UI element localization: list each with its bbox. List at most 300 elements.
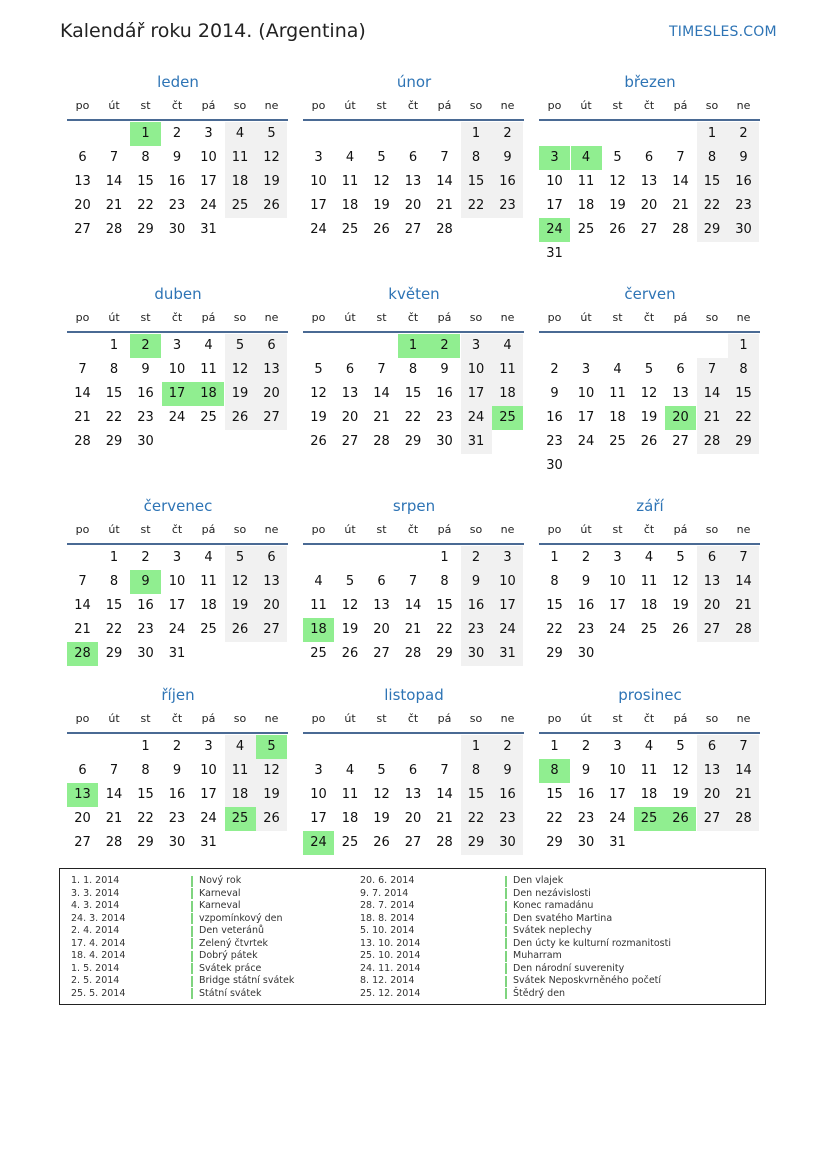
day-cell: 23 bbox=[461, 618, 492, 642]
day-cell: 10 bbox=[577, 386, 595, 401]
holiday-day-cell: 25 bbox=[634, 807, 665, 831]
day-cell: 19 bbox=[609, 198, 626, 213]
day-cell: 23 bbox=[137, 622, 154, 637]
day-cell: 15 bbox=[404, 386, 422, 401]
day-cell: 14 bbox=[728, 570, 759, 594]
legend-holiday-name: Den svatého Martina bbox=[513, 912, 613, 924]
day-cell: 9 bbox=[172, 763, 182, 778]
day-cell: 7 bbox=[109, 763, 119, 778]
day-cell: 26 bbox=[640, 434, 658, 449]
weekday-label: pá bbox=[201, 523, 216, 536]
weekday-label: čt bbox=[407, 311, 419, 324]
weekday-label: pá bbox=[201, 311, 216, 324]
weekday-label: so bbox=[233, 311, 247, 324]
day-cell: 4 bbox=[492, 334, 523, 358]
weekday-label: st bbox=[140, 712, 151, 725]
day-cell: 25 bbox=[310, 646, 327, 661]
month-name: červenec bbox=[143, 497, 213, 515]
day-cell: 23 bbox=[492, 194, 523, 218]
weekday-label: so bbox=[469, 523, 483, 536]
day-cell: 4 bbox=[204, 550, 213, 565]
day-cell: 23 bbox=[168, 811, 186, 826]
day-cell: 17 bbox=[200, 174, 217, 189]
day-cell: 14 bbox=[697, 382, 728, 406]
month-name: září bbox=[636, 497, 664, 515]
day-cell: 15 bbox=[461, 783, 492, 807]
day-cell: 12 bbox=[310, 386, 327, 401]
day-cell: 7 bbox=[676, 150, 685, 165]
day-cell: 11 bbox=[341, 787, 359, 802]
day-cell: 2 bbox=[141, 550, 150, 565]
day-cell: 25 bbox=[341, 835, 359, 850]
weekday-label: pá bbox=[673, 523, 688, 536]
day-cell: 26 bbox=[310, 434, 327, 449]
day-cell: 7 bbox=[728, 546, 759, 570]
day-cell: 27 bbox=[74, 222, 91, 237]
day-cell: 13 bbox=[697, 570, 728, 594]
weekday-label: út bbox=[108, 523, 120, 536]
day-cell: 5 bbox=[676, 550, 685, 565]
day-cell: 9 bbox=[141, 362, 150, 377]
day-cell: 15 bbox=[461, 170, 492, 194]
day-cell: 17 bbox=[310, 198, 327, 213]
weekday-label: čt bbox=[407, 523, 419, 536]
day-cell: 18 bbox=[577, 198, 595, 213]
weekday-label: st bbox=[612, 311, 623, 324]
month-name: březen bbox=[624, 73, 676, 91]
day-cell: 31 bbox=[461, 430, 492, 454]
day-cell: 13 bbox=[404, 787, 422, 802]
weekday-label: po bbox=[311, 311, 326, 324]
holiday-day-cell: 28 bbox=[67, 642, 98, 666]
day-cell: 9 bbox=[461, 570, 492, 594]
day-cell: 17 bbox=[577, 410, 595, 425]
day-cell: 22 bbox=[461, 194, 492, 218]
legend-date: 5. 10. 2014 bbox=[360, 925, 415, 936]
weekday-label: út bbox=[580, 99, 592, 112]
weekday-label: pá bbox=[437, 311, 452, 324]
day-cell: 1 bbox=[550, 739, 559, 754]
day-cell: 16 bbox=[546, 410, 563, 425]
weekday-label: ne bbox=[736, 99, 751, 112]
day-cell: 14 bbox=[436, 787, 453, 802]
day-cell: 13 bbox=[672, 386, 689, 401]
day-cell: 23 bbox=[436, 410, 453, 425]
legend-marker bbox=[191, 913, 193, 924]
day-cell: 21 bbox=[404, 622, 422, 637]
weekday-label: ne bbox=[500, 99, 515, 112]
day-cell: 9 bbox=[172, 150, 182, 165]
day-cell: 10 bbox=[461, 358, 492, 382]
legend-date: 8. 12. 2014 bbox=[360, 975, 415, 986]
day-cell: 1 bbox=[109, 550, 119, 565]
legend-holiday-name: Karneval bbox=[199, 887, 241, 899]
day-cell: 19 bbox=[225, 382, 256, 406]
day-cell: 23 bbox=[577, 811, 595, 826]
weekday-label: út bbox=[108, 311, 120, 324]
day-cell: 24 bbox=[577, 434, 595, 449]
weekday-label: po bbox=[547, 712, 562, 725]
day-cell: 15 bbox=[105, 598, 123, 613]
day-cell: 3 bbox=[314, 150, 323, 165]
legend-marker bbox=[191, 926, 193, 937]
day-cell: 26 bbox=[256, 807, 287, 831]
legend-marker bbox=[505, 976, 507, 987]
holiday-day-cell: 13 bbox=[67, 783, 98, 807]
day-cell: 18 bbox=[200, 598, 217, 613]
legend-marker bbox=[191, 938, 193, 949]
day-cell: 24 bbox=[609, 811, 626, 826]
day-cell: 12 bbox=[225, 358, 256, 382]
legend-date: 25. 5. 2014 bbox=[71, 987, 126, 999]
day-cell: 31 bbox=[200, 835, 217, 850]
weekday-label: ne bbox=[264, 523, 279, 536]
weekday-label: st bbox=[612, 99, 623, 112]
weekday-label: po bbox=[75, 712, 90, 725]
legend-date: 20. 6. 2014 bbox=[360, 875, 415, 886]
day-cell: 23 bbox=[546, 434, 563, 449]
day-cell: 3 bbox=[204, 739, 213, 754]
weekday-label: ne bbox=[500, 712, 515, 725]
legend-marker bbox=[505, 963, 507, 974]
day-cell: 22 bbox=[436, 622, 453, 637]
day-cell: 2 bbox=[172, 739, 182, 754]
day-cell: 14 bbox=[105, 787, 123, 802]
day-cell: 10 bbox=[310, 174, 327, 189]
weekday-label: út bbox=[580, 712, 592, 725]
day-cell: 1 bbox=[697, 122, 728, 146]
day-cell: 30 bbox=[168, 222, 186, 237]
day-cell: 1 bbox=[141, 739, 150, 754]
holiday-day-cell: 8 bbox=[539, 759, 570, 783]
day-cell: 6 bbox=[256, 334, 287, 358]
day-cell: 10 bbox=[200, 763, 217, 778]
day-cell: 23 bbox=[168, 198, 186, 213]
day-cell: 2 bbox=[581, 550, 591, 565]
holiday-day-cell: 1 bbox=[130, 122, 161, 146]
day-cell: 16 bbox=[436, 386, 453, 401]
legend-date: 24. 3. 2014 bbox=[71, 912, 126, 924]
day-cell: 9 bbox=[492, 146, 523, 170]
day-cell: 27 bbox=[697, 618, 728, 642]
day-cell: 12 bbox=[341, 598, 359, 613]
header-rule bbox=[539, 732, 760, 734]
day-cell: 27 bbox=[697, 807, 728, 831]
day-cell: 6 bbox=[345, 362, 355, 377]
day-cell: 11 bbox=[310, 598, 327, 613]
legend-marker bbox=[191, 888, 193, 899]
weekday-label: so bbox=[705, 523, 719, 536]
day-cell: 16 bbox=[168, 787, 186, 802]
weekday-label: so bbox=[469, 311, 483, 324]
day-cell: 12 bbox=[609, 174, 626, 189]
day-cell: 9 bbox=[550, 386, 559, 401]
day-cell: 13 bbox=[341, 386, 359, 401]
day-cell: 8 bbox=[461, 759, 492, 783]
weekday-label: st bbox=[376, 523, 387, 536]
weekday-label: po bbox=[547, 311, 562, 324]
day-cell: 4 bbox=[225, 735, 256, 759]
weekday-label: út bbox=[580, 523, 592, 536]
day-cell: 15 bbox=[728, 382, 759, 406]
day-cell: 28 bbox=[728, 807, 759, 831]
holiday-day-cell: 20 bbox=[665, 406, 696, 430]
holiday-day-cell: 26 bbox=[665, 807, 696, 831]
day-cell: 22 bbox=[137, 198, 154, 213]
day-cell: 29 bbox=[546, 835, 563, 850]
weekday-label: so bbox=[233, 99, 247, 112]
day-cell: 19 bbox=[373, 811, 390, 826]
brand-link[interactable]: TIMESLES.COM bbox=[669, 24, 777, 40]
day-cell: 8 bbox=[728, 358, 759, 382]
holiday-day-cell: 3 bbox=[539, 146, 570, 170]
month-name: prosinec bbox=[618, 686, 682, 704]
day-cell: 9 bbox=[492, 759, 523, 783]
day-cell: 20 bbox=[373, 622, 390, 637]
day-cell: 18 bbox=[225, 783, 256, 807]
weekday-label: st bbox=[612, 712, 623, 725]
day-cell: 7 bbox=[109, 150, 119, 165]
day-cell: 1 bbox=[461, 122, 492, 146]
weekday-label: čt bbox=[643, 712, 655, 725]
holiday-day-cell: 9 bbox=[130, 570, 161, 594]
day-cell: 22 bbox=[461, 807, 492, 831]
day-cell: 25 bbox=[200, 622, 217, 637]
day-cell: 11 bbox=[200, 574, 217, 589]
day-cell: 13 bbox=[256, 358, 287, 382]
day-cell: 27 bbox=[74, 835, 91, 850]
day-cell: 21 bbox=[74, 622, 91, 637]
day-cell: 7 bbox=[408, 574, 418, 589]
legend-marker bbox=[505, 988, 507, 999]
legend-date: 4. 3. 2014 bbox=[71, 900, 120, 911]
day-cell: 13 bbox=[373, 598, 390, 613]
weekday-label: pá bbox=[673, 99, 688, 112]
day-cell: 29 bbox=[546, 646, 563, 661]
day-cell: 24 bbox=[492, 618, 523, 642]
holiday-legend bbox=[59, 868, 766, 1005]
day-cell: 8 bbox=[141, 763, 150, 778]
day-cell: 30 bbox=[728, 218, 759, 242]
day-cell: 12 bbox=[373, 174, 390, 189]
legend-holiday-name: Nový rok bbox=[199, 875, 242, 886]
day-cell: 14 bbox=[404, 598, 422, 613]
legend-marker bbox=[505, 926, 507, 937]
legend-holiday-name: Muharram bbox=[513, 950, 562, 961]
weekday-label: út bbox=[344, 311, 356, 324]
legend-date: 13. 10. 2014 bbox=[360, 937, 421, 949]
day-cell: 3 bbox=[172, 550, 182, 565]
day-cell: 1 bbox=[550, 550, 559, 565]
day-cell: 27 bbox=[373, 646, 390, 661]
weekday-label: čt bbox=[643, 99, 655, 112]
day-cell: 29 bbox=[404, 434, 422, 449]
day-cell: 21 bbox=[436, 198, 453, 213]
day-cell: 2 bbox=[461, 546, 492, 570]
day-cell: 30 bbox=[137, 646, 154, 661]
day-cell: 20 bbox=[74, 811, 91, 826]
day-cell: 27 bbox=[672, 434, 689, 449]
holiday-day-cell: 4 bbox=[571, 146, 602, 170]
day-cell: 16 bbox=[137, 598, 154, 613]
legend-date: 28. 7. 2014 bbox=[360, 900, 415, 911]
day-cell: 27 bbox=[404, 222, 422, 237]
day-cell: 18 bbox=[341, 198, 359, 213]
day-cell: 29 bbox=[105, 646, 123, 661]
legend-holiday-name: Den vlajek bbox=[513, 875, 564, 886]
day-cell: 2 bbox=[581, 739, 591, 754]
header-rule bbox=[539, 119, 760, 121]
day-cell: 27 bbox=[404, 835, 422, 850]
day-cell: 30 bbox=[461, 642, 492, 666]
header-rule bbox=[539, 543, 760, 545]
legend-holiday-name: Štědrý den bbox=[513, 987, 566, 999]
legend-holiday-name: Bridge státní svátek bbox=[199, 975, 295, 986]
day-cell: 20 bbox=[404, 811, 422, 826]
day-cell: 5 bbox=[613, 150, 622, 165]
legend-marker bbox=[505, 876, 507, 887]
weekday-label: po bbox=[75, 523, 90, 536]
day-cell: 21 bbox=[697, 406, 728, 430]
day-cell: 12 bbox=[640, 386, 658, 401]
day-cell: 28 bbox=[728, 618, 759, 642]
day-cell: 22 bbox=[105, 410, 123, 425]
header-rule bbox=[67, 331, 288, 333]
day-cell: 19 bbox=[672, 598, 689, 613]
legend-date: 25. 10. 2014 bbox=[360, 950, 421, 961]
day-cell: 19 bbox=[256, 783, 287, 807]
weekday-label: čt bbox=[171, 99, 183, 112]
legend-holiday-name: Dobrý pátek bbox=[199, 950, 258, 961]
legend-date: 18. 4. 2014 bbox=[71, 950, 126, 961]
day-cell: 6 bbox=[408, 763, 418, 778]
day-cell: 8 bbox=[440, 574, 449, 589]
legend-holiday-name: Den národní suverenity bbox=[513, 962, 625, 974]
day-cell: 3 bbox=[492, 546, 523, 570]
day-cell: 8 bbox=[109, 362, 119, 377]
day-cell: 30 bbox=[546, 458, 563, 473]
day-cell: 27 bbox=[256, 406, 287, 430]
legend-marker bbox=[505, 888, 507, 899]
day-cell: 16 bbox=[461, 594, 492, 618]
day-cell: 28 bbox=[436, 222, 453, 237]
day-cell: 3 bbox=[172, 338, 182, 353]
month-name: leden bbox=[157, 73, 199, 91]
day-cell: 24 bbox=[200, 811, 217, 826]
day-cell: 7 bbox=[440, 150, 449, 165]
weekday-label: út bbox=[108, 99, 120, 112]
day-cell: 29 bbox=[137, 222, 154, 237]
day-cell: 30 bbox=[492, 831, 523, 855]
day-cell: 19 bbox=[640, 410, 658, 425]
weekday-label: čt bbox=[171, 712, 183, 725]
day-cell: 28 bbox=[404, 646, 422, 661]
day-cell: 12 bbox=[256, 146, 287, 170]
day-cell: 21 bbox=[373, 410, 390, 425]
weekday-label: so bbox=[469, 712, 483, 725]
day-cell: 11 bbox=[225, 759, 256, 783]
day-cell: 14 bbox=[74, 598, 91, 613]
weekday-label: pá bbox=[201, 99, 216, 112]
weekday-label: pá bbox=[437, 99, 452, 112]
day-cell: 8 bbox=[109, 574, 119, 589]
day-cell: 6 bbox=[676, 362, 685, 377]
day-cell: 22 bbox=[546, 622, 563, 637]
weekday-label: čt bbox=[407, 712, 419, 725]
month-name: listopad bbox=[384, 686, 444, 704]
day-cell: 6 bbox=[256, 546, 287, 570]
day-cell: 20 bbox=[341, 410, 359, 425]
day-cell: 7 bbox=[697, 358, 728, 382]
legend-holiday-name: Konec ramadánu bbox=[513, 900, 594, 911]
day-cell: 5 bbox=[676, 739, 685, 754]
day-cell: 16 bbox=[137, 386, 154, 401]
day-cell: 26 bbox=[609, 222, 626, 237]
weekday-label: ne bbox=[736, 311, 751, 324]
day-cell: 10 bbox=[609, 574, 626, 589]
day-cell: 12 bbox=[373, 787, 390, 802]
weekday-label: st bbox=[376, 712, 387, 725]
day-cell: 16 bbox=[492, 783, 523, 807]
day-cell: 9 bbox=[581, 763, 591, 778]
day-cell: 30 bbox=[577, 835, 595, 850]
day-cell: 21 bbox=[105, 811, 123, 826]
legend-holiday-name: Svátek Neposkvrněného početí bbox=[513, 975, 662, 986]
legend-date: 9. 7. 2014 bbox=[360, 887, 409, 899]
day-cell: 30 bbox=[137, 434, 154, 449]
legend-marker bbox=[505, 951, 507, 962]
day-cell: 21 bbox=[436, 811, 453, 826]
header-rule bbox=[67, 119, 288, 121]
day-cell: 16 bbox=[492, 170, 523, 194]
day-cell: 20 bbox=[256, 382, 287, 406]
day-cell: 11 bbox=[200, 362, 217, 377]
day-cell: 5 bbox=[256, 122, 287, 146]
day-cell: 10 bbox=[168, 574, 186, 589]
weekday-label: so bbox=[705, 311, 719, 324]
legend-marker bbox=[505, 938, 507, 949]
day-cell: 19 bbox=[256, 170, 287, 194]
holiday-day-cell: 17 bbox=[162, 382, 193, 406]
day-cell: 2 bbox=[728, 122, 759, 146]
holiday-day-cell: 1 bbox=[398, 334, 429, 358]
day-cell: 10 bbox=[609, 763, 626, 778]
day-cell: 29 bbox=[105, 434, 123, 449]
day-cell: 3 bbox=[204, 126, 213, 141]
day-cell: 7 bbox=[377, 362, 386, 377]
day-cell: 12 bbox=[256, 759, 287, 783]
day-cell: 26 bbox=[373, 835, 390, 850]
legend-holiday-name: Zelený čtvrtek bbox=[199, 937, 269, 949]
day-cell: 4 bbox=[345, 763, 355, 778]
month-name: duben bbox=[154, 285, 202, 303]
weekday-label: so bbox=[233, 523, 247, 536]
weekday-label: čt bbox=[643, 311, 655, 324]
day-cell: 20 bbox=[640, 198, 658, 213]
weekday-label: út bbox=[108, 712, 120, 725]
day-cell: 11 bbox=[225, 146, 256, 170]
legend-date: 24. 11. 2014 bbox=[360, 962, 421, 974]
day-cell: 6 bbox=[377, 574, 386, 589]
day-cell: 26 bbox=[225, 618, 256, 642]
day-cell: 1 bbox=[728, 334, 759, 358]
day-cell: 22 bbox=[137, 811, 154, 826]
day-cell: 3 bbox=[461, 334, 492, 358]
holiday-day-cell: 18 bbox=[193, 382, 224, 406]
weekday-label: po bbox=[311, 99, 326, 112]
day-cell: 5 bbox=[644, 362, 654, 377]
day-cell: 27 bbox=[341, 434, 359, 449]
